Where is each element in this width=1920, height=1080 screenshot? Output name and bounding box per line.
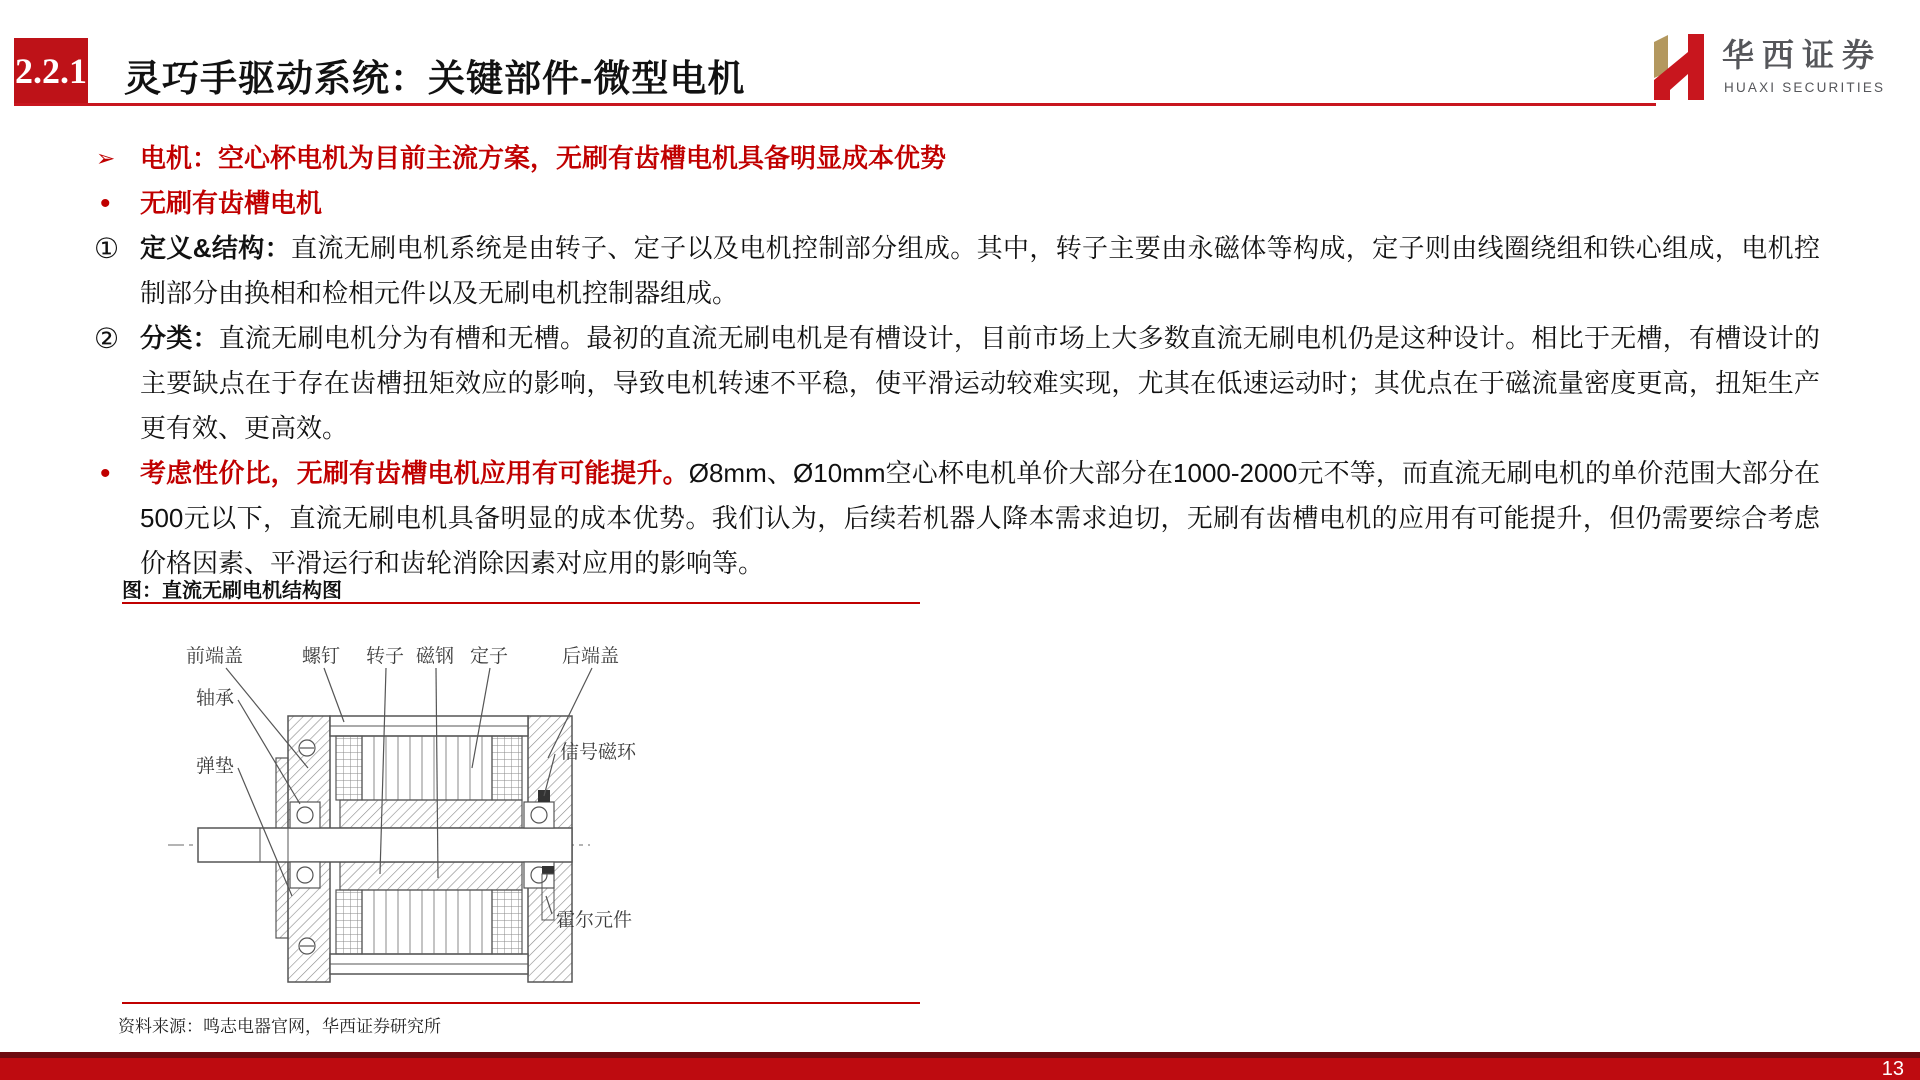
- bullet-marker: ②: [94, 323, 120, 354]
- label-signal-ring: 信号磁环: [560, 742, 637, 763]
- label-spring-washer: 弹垫: [196, 756, 235, 777]
- paragraph: [94, 316, 1820, 451]
- label-stator: 定子: [470, 646, 509, 667]
- label-hall-element: 霍尔元件: [556, 910, 633, 931]
- figure-rule-top: [122, 602, 920, 604]
- body-paragraphs: [94, 136, 1820, 586]
- huaxi-securities-logo: [1648, 30, 1908, 109]
- hall-element-shape: [542, 866, 554, 920]
- text-run: 分类：: [140, 323, 219, 353]
- section-number-badge: [14, 38, 88, 104]
- page-title: 灵巧手驱动系统：关键部件-微型电机: [124, 58, 746, 99]
- bullet-marker: ➢: [96, 145, 116, 171]
- label-rotor: 转子: [366, 646, 405, 667]
- logo-graphic: [1648, 30, 1908, 104]
- paragraph: [94, 226, 1820, 316]
- bullet-marker: •: [100, 187, 111, 220]
- logo-h-mark: [1654, 34, 1704, 100]
- text-run: 无刷有齿槽电机: [140, 188, 323, 218]
- shaft-shape: [198, 828, 572, 862]
- motor-cross-section-diagram: [140, 612, 840, 1000]
- paragraph-text: [140, 143, 946, 173]
- text-run: 直流无刷电机系统是由转子、定子以及电机控制部分组成。其中，转子主要由永磁体等构成，定子则由线圈绕组和铁心组成，电机控制部分由换相和检相元件以及无刷电机控制器组成。: [140, 233, 1820, 308]
- paragraph-text: [140, 233, 1820, 308]
- label-bearing: 轴承: [196, 688, 235, 709]
- text-run: 考虑性价比，无刷有齿槽电机应用有可能提升。: [140, 458, 689, 488]
- paragraph-text: [140, 323, 1820, 443]
- label-front-end-cover: 前端盖: [186, 646, 244, 667]
- figure-source: 资料来源：鸣志电器官网，华西证券研究所: [118, 1017, 441, 1036]
- paragraph: [94, 136, 1820, 181]
- label-screw: 螺钉: [302, 646, 341, 667]
- paragraph-text: [140, 188, 322, 218]
- header-rule: [14, 103, 1656, 106]
- label-rear-end-cover: 后端盖: [562, 646, 620, 667]
- logo-cn-text: 华西证券: [1722, 37, 1883, 73]
- text-run: 电机：空心杯电机为目前主流方案，无刷有齿槽电机具备明显成本优势: [140, 143, 947, 173]
- figure-title: 图：直流无刷电机结构图: [122, 580, 342, 602]
- text-run: 定义&结构：: [140, 233, 291, 263]
- bullet-marker: ①: [94, 233, 120, 264]
- page-number: 13: [1881, 1057, 1904, 1080]
- footer-bar: [0, 1058, 1920, 1080]
- logo-en-text: HUAXI SECURITIES: [1724, 80, 1886, 95]
- paragraph-text: [140, 458, 1820, 578]
- bullet-marker: •: [100, 457, 111, 490]
- text-run: Ø8mm、Ø10mm空心杯电机单价大部分在1000-2000元不等，而直流无刷电机的单价范围大部分在500元以下，直流无刷电机具备明显的成本优势。我们认为，后续若机器人降本需求迫切，无刷有齿槽电机的应用有可能提升，但仍需要综合考虑价格因素、平滑运行和齿轮消除因素对应用的影响等。: [140, 458, 1820, 578]
- section-number: 2.2.1: [15, 51, 87, 91]
- label-magnet: 磁钢: [416, 646, 455, 667]
- text-run: 直流无刷电机分为有槽和无槽。最初的直流无刷电机是有槽设计，目前市场上大多数直流无刷电机仍是这种设计。相比于无槽，有槽设计的主要缺点在于存在齿槽扭矩效应的影响，导致电机转速不平稳，使平滑运动较难实现，尤其在低速运动时；其优点在于磁流量密度更高，扭矩生产更有效、更高效。: [140, 323, 1820, 443]
- figure-rule-bottom: [122, 1002, 920, 1004]
- paragraph: [94, 451, 1820, 586]
- paragraph: [94, 181, 1820, 226]
